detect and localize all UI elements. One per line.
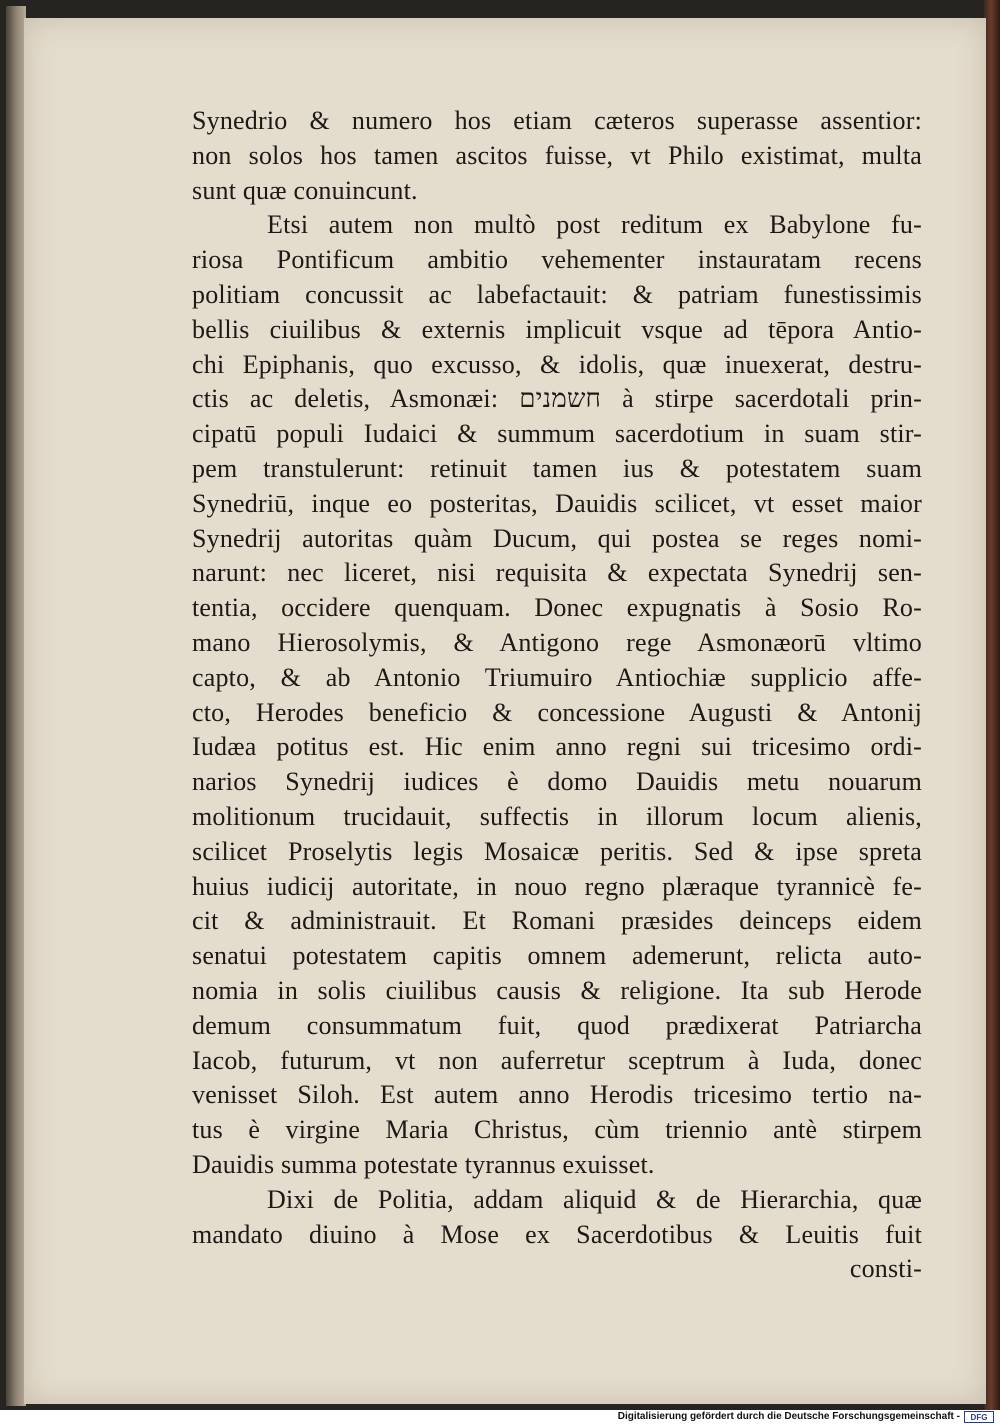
text-line: tus è virgine Maria Christus, cùm triennio antè stirpem [192,1115,922,1145]
page-text [192,104,922,1287]
book-page [24,18,986,1404]
text-line: pem transtulerunt: retinuit tamen ius & potestatem suam [192,453,922,483]
text-line: cipatū populi Iudaici & summum sacerdotium in suam stir- [192,419,922,449]
dfg-logo: DFG [964,1411,994,1423]
text-line: molitionum trucidauit, suffectis in illorum locum alienis, [192,801,922,831]
text-line: Synedrio & numero hos etiam cæteros superasse assentior: [192,106,922,135]
catchword: consti- [849,1254,922,1284]
text-line: demum consummatum fuit, quod prædixerat Patriarcha [192,1010,922,1040]
footer-bar [0,1410,1000,1425]
text-line: capto, & ab Antonio Triumuiro Antiochiæ supplicio affe- [192,662,922,692]
text-line: huius iudicij autoritate, in nouo regno plæraque tyrannicè fe- [192,871,922,901]
book-spine-edge [6,6,26,1406]
text-line: politiam concussit ac labefactauit: & patriam funestissimis [192,279,922,309]
book-cover-edge [984,0,1000,1410]
text-line: Synedriū, inque eo posteritas, Dauidis scilicet, vt esset maior [192,488,922,518]
text-line: scilicet Proselytis legis Mosaicæ peritis. Sed & ipse spreta [192,836,922,866]
funding-notice: Digitalisierung gefördert durch die Deutsche Forschungsgemeinschaft - [617,1411,960,1422]
text-line: Iudæa potitus est. Hic enim anno regni sui tricesimo ordi- [192,732,922,762]
text-line: sunt quæ conuincunt. [192,175,418,205]
text-line: ctis ac deletis, Asmonæi: חשמנים à stirpe sacerdotali prin- [192,384,922,414]
text-line: non solos hos tamen ascitos fuisse, vt Philo existimat, multa [192,140,922,170]
text-line: Iacob, futurum, vt non auferretur sceptrum à Iuda, donec [192,1045,922,1075]
text-line: narunt: nec liceret, nisi requisita & expectata Synedrij sen- [192,558,922,588]
text-line: Dauidis summa potestate tyrannus exuisset. [192,1149,655,1179]
text-line: nomia in solis ciuilibus causis & religione. Ita sub Herode [192,975,922,1005]
text-line: chi Epiphanis, quo excusso, & idolis, quæ inuexerat, destru- [192,349,922,379]
text-line: mano Hierosolymis, & Antigono rege Asmonæorū vltimo [192,627,922,657]
text-line: cit & administrauit. Et Romani præsides deinceps eidem [192,906,922,936]
paragraph-start-line: Etsi autem non multò post reditum ex Babylone fu- [267,210,922,240]
text-line: tentia, occidere quenquam. Donec expugnatis à Sosio Ro- [192,593,922,623]
text-line: narios Synedrij iudices è domo Dauidis metu nouarum [192,767,922,797]
text-line: cto, Herodes beneficio & concessione Augusti & Antonij [192,697,922,727]
text-line: Synedrij autoritas quàm Ducum, qui postea se reges nomi- [192,523,922,553]
text-line: riosa Pontificum ambitio vehementer instauratam recens [192,245,922,275]
text-line: venisset Siloh. Est autem anno Herodis tricesimo tertio na- [192,1080,922,1110]
text-line: senatui potestatem capitis omnem ademerunt, relicta auto- [192,941,922,971]
text-line: mandato diuino à Mose ex Sacerdotibus & Leuitis fuit [192,1219,922,1249]
text-line: bellis ciuilibus & externis implicuit vsque ad tēpora Antio- [192,314,922,344]
paragraph-start-line: Dixi de Politia, addam aliquid & de Hierarchia, quæ [267,1184,922,1214]
